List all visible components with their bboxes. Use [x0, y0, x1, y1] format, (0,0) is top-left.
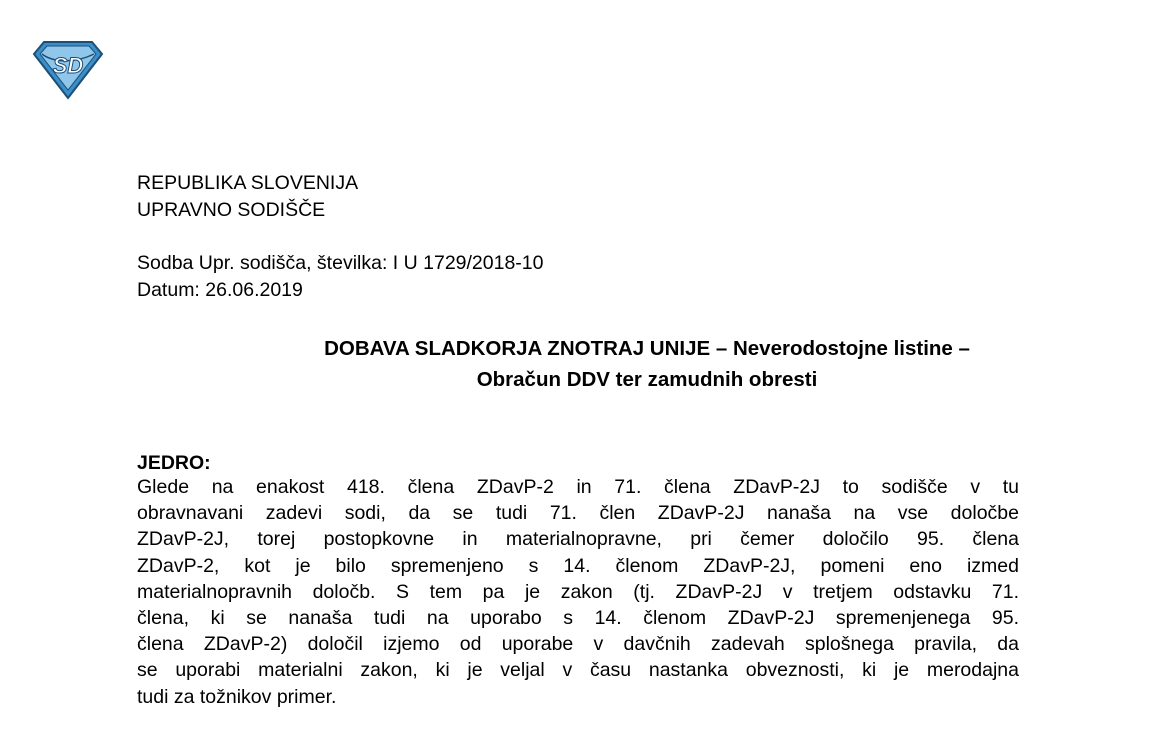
core-paragraph: [137, 474, 1019, 710]
logo-lettering: SD: [52, 53, 84, 78]
decision-info: [137, 250, 544, 304]
court-name: UPRAVNO SODIŠČE: [137, 199, 326, 221]
core-heading: JEDRO:: [137, 452, 211, 474]
paragraph-line: obravnavani zadevi sodi, da se tudi 71. člen ZDavP-2J nanaša na vse določbe: [137, 502, 1019, 525]
decision-date: Datum: 26.06.2019: [137, 279, 303, 301]
paragraph-line: člena ZDavP-2) določil izjemo od uporabe v davčnih zadevah splošnega pravila, da: [137, 633, 1019, 656]
paragraph-line: člena, ki se nanaša tudi na uporabo s 14. členom ZDavP-2J spremenjenega 95.: [137, 606, 1019, 629]
paragraph-line: tudi za tožnikov primer.: [137, 685, 337, 708]
country-name: REPUBLIKA SLOVENIJA: [137, 172, 359, 194]
paragraph-line: materialnopravnih določb. S tem pa je zakon (tj. ZDavP-2J v tretjem odstavku 71.: [137, 580, 1019, 603]
court-header: [137, 170, 358, 224]
document-title: [137, 333, 1157, 395]
decision-number: Sodba Upr. sodišča, številka: I U 1729/2018-10: [137, 252, 544, 274]
paragraph-line: se uporabi materialni zakon, ki je veljal v času nastanka obveznosti, ki je merodajna: [137, 659, 1019, 682]
title-line-2: Obračun DDV ter zamudnih obresti: [476, 368, 818, 391]
court-logo-icon: [30, 38, 106, 102]
paragraph-line: ZDavP-2, kot je bilo spremenjeno s 14. členom ZDavP-2J, pomeni eno izmed: [137, 554, 1019, 577]
paragraph-line: ZDavP-2J, torej postopkovne in materialnopravne, pri čemer določilo 95. člena: [137, 528, 1019, 551]
title-line-1: DOBAVA SLADKORJA ZNOTRAJ UNIJE – Neverodostojne listine –: [324, 337, 970, 360]
paragraph-line: Glede na enakost 418. člena ZDavP-2 in 71. člena ZDavP-2J to sodišče v tu: [137, 476, 1019, 498]
